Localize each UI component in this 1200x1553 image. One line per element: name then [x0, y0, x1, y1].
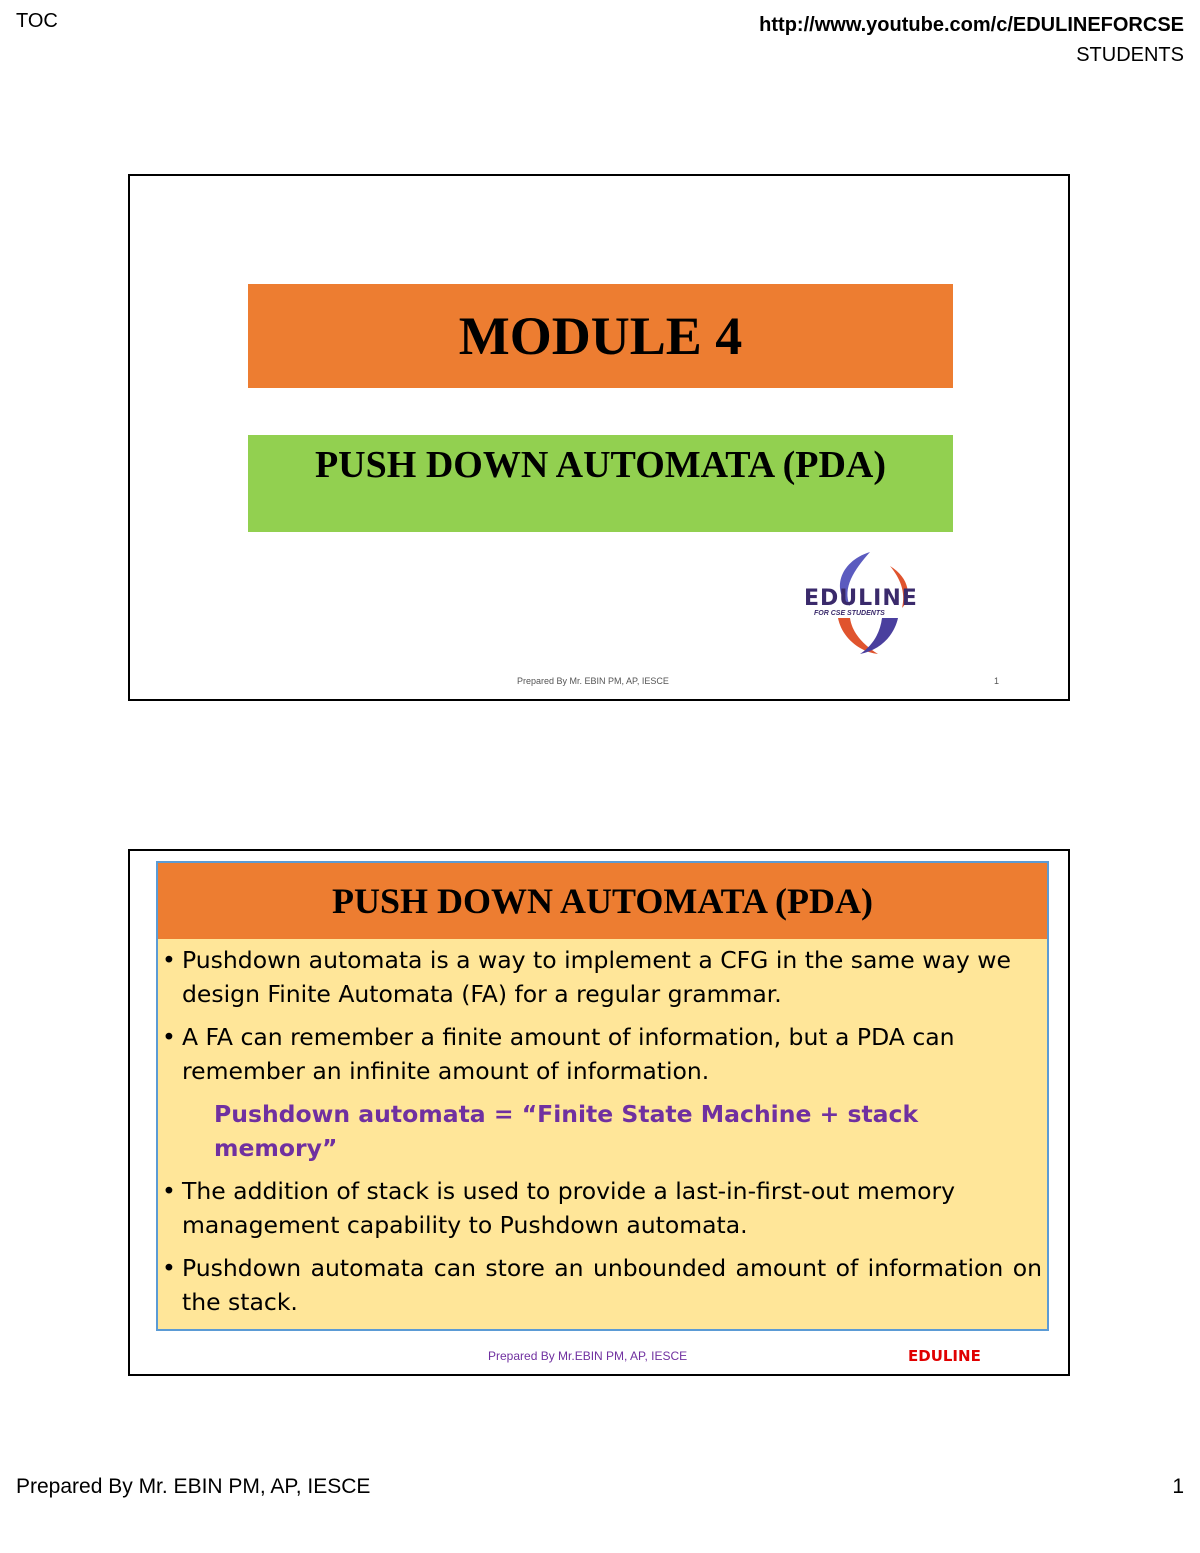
list-item: [162, 1020, 1042, 1088]
list-item: [162, 943, 1042, 1011]
module-title: MODULE 4: [458, 306, 743, 366]
bullet-icon: •: [162, 1177, 176, 1205]
bullet-icon: •: [162, 946, 176, 974]
pda-formula: Pushdown automata = “Finite State Machine + stack memory”: [214, 1100, 919, 1162]
bullet-icon: •: [162, 1023, 176, 1051]
slide-2-footer: Prepared By Mr.EBIN PM, AP, IESCE: [488, 1349, 688, 1363]
slide-2-brand: EDULINE: [908, 1347, 981, 1365]
logo-wordmark: EDULINE: [804, 586, 918, 611]
bullet-list: [162, 943, 1042, 1328]
module-subtitle-banner: [248, 435, 953, 532]
content-box: [156, 861, 1049, 1331]
header-channel: [759, 10, 1184, 70]
content-heading: PUSH DOWN AUTOMATA (PDA): [331, 881, 873, 921]
page-footer: Prepared By Mr. EBIN PM, AP, IESCE: [16, 1475, 371, 1498]
header-course: TOC: [16, 10, 58, 32]
content-heading-banner: [158, 863, 1047, 939]
module-subtitle: PUSH DOWN AUTOMATA (PDA): [314, 444, 887, 486]
bullet-text: Pushdown automata is a way to implement a CFG in the same way we design Finite Automata (FA) for a regular grammar.: [182, 946, 1011, 1008]
slide-1: [128, 174, 1070, 701]
module-title-banner: [248, 284, 953, 388]
bullet-text: The addition of stack is used to provide a last-in-first-out memory management capability to Pushdown automata.: [182, 1177, 956, 1239]
slide-2: [128, 849, 1070, 1376]
slide-1-number: 1: [994, 676, 1000, 686]
slide-1-footer: Prepared By Mr. EBIN PM, AP, IESCE: [517, 676, 669, 686]
page-number: 1: [1172, 1475, 1184, 1498]
channel-url[interactable]: http://www.youtube.com/c/EDULINEFORCSE: [759, 14, 1184, 36]
bullet-icon: •: [162, 1254, 176, 1282]
bullet-text: Pushdown automata can store an unbounded amount of information on the stack.: [182, 1254, 1042, 1316]
logo-tagline: FOR CSE STUDENTS: [814, 610, 885, 617]
bullet-text: A FA can remember a finite amount of information, but a PDA can remember an infinite amount of information.: [182, 1023, 955, 1085]
list-item: [162, 1251, 1042, 1319]
channel-url-continuation: STUDENTS: [1076, 44, 1184, 66]
list-item: [162, 1174, 1042, 1242]
eduline-logo: [798, 548, 928, 658]
